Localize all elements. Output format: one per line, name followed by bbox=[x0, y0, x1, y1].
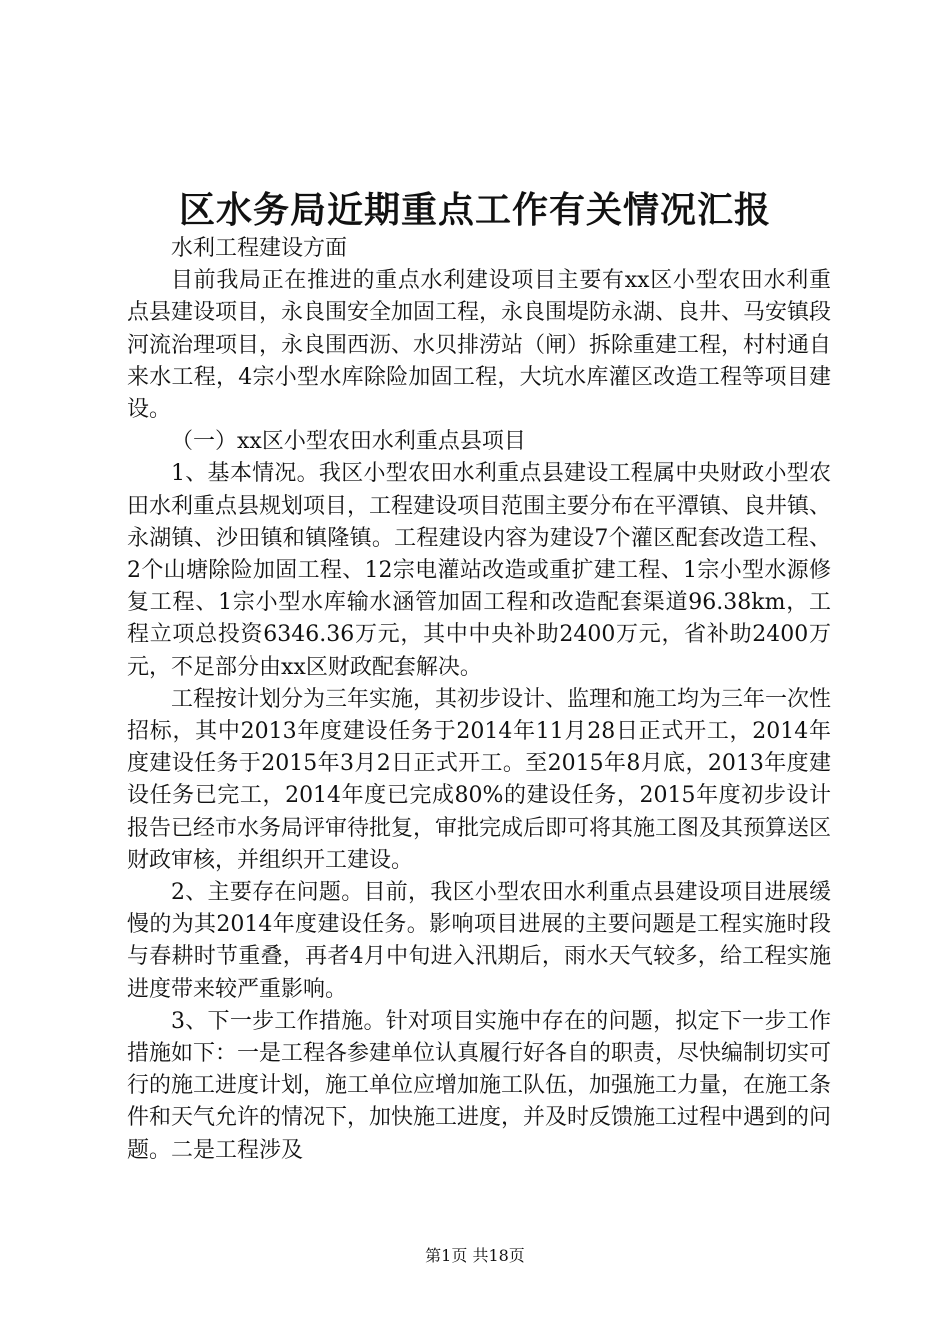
document-title: 区水务局近期重点工作有关情况汇报 bbox=[178, 189, 771, 231]
paragraph: 2、主要存在问题。目前，我区小型农田水利重点县建设项目进展缓慢的为其2014年度建设任务。影响项目进展的主要问题是工程实施时段与春耕时节重叠，再者4月中旬进入汛期后，雨水天气较多，给工程实施进度带来较严重影响。 bbox=[127, 880, 831, 1002]
document-body bbox=[127, 233, 831, 1167]
page-footer: 第1页 共18页 bbox=[425, 1246, 525, 1265]
paragraph: 工程按计划分为三年实施，其初步设计、监理和施工均为三年一次性招标，其中2013年度建设任务于2014年11月28日正式开工，2014年度建设任务于2015年3月2日正式开工。至2015年8月底，2013年度建设任务已完工，2014年度已完成80%的建设任务，2015年度初步设计报告已经市水务局评审待批复，审批完成后即可将其施工图及其预算送区财政审核，并组织开工建设。 bbox=[127, 686, 832, 873]
section-heading: 水利工程建设方面 bbox=[171, 236, 348, 261]
paragraph: 1、基本情况。我区小型农田水利重点县建设工程属中央财政小型农田水利重点县规划项目，工程建设项目范围主要分布在平潭镇、良井镇、永湖镇、沙田镇和镇隆镇。工程建设内容为建设7个灌区配套改造工程、2个山塘除险加固工程、12宗电灌站改造或重扩建工程、1宗小型水源修复工程、1宗小型水库输水涵管加固工程和改造配套渠道96.38km，工程立项总投资6346.36万元，其中中央补助2400万元，省补助2400万元，不足部分由xx区财政配套解决。 bbox=[127, 461, 832, 680]
paragraph: 3、下一步工作措施。针对项目实施中存在的问题，拟定下一步工作措施如下：一是工程各参建单位认真履行好各自的职责，尽快编制切实可行的施工进度计划，施工单位应增加施工队伍，加强施工力量，在施工条件和天气允许的情况下，加快施工进度，并及时反馈施工过程中遇到的问题。二是工程涉及 bbox=[127, 1008, 832, 1163]
paragraph: 目前我局正在推进的重点水利建设项目主要有xx区小型农田水利重点县建设项目，永良围安全加固工程，永良围堤防永湖、良井、马安镇段河流治理项目，永良围西沥、水贝排涝站（闸）拆除重建工程，村村通自来水工程，4宗小型水库除险加固工程，大坑水库灌区改造工程等项目建设。 bbox=[127, 268, 832, 423]
subsection-heading: （一）xx区小型农田水利重点县项目 bbox=[171, 429, 526, 455]
